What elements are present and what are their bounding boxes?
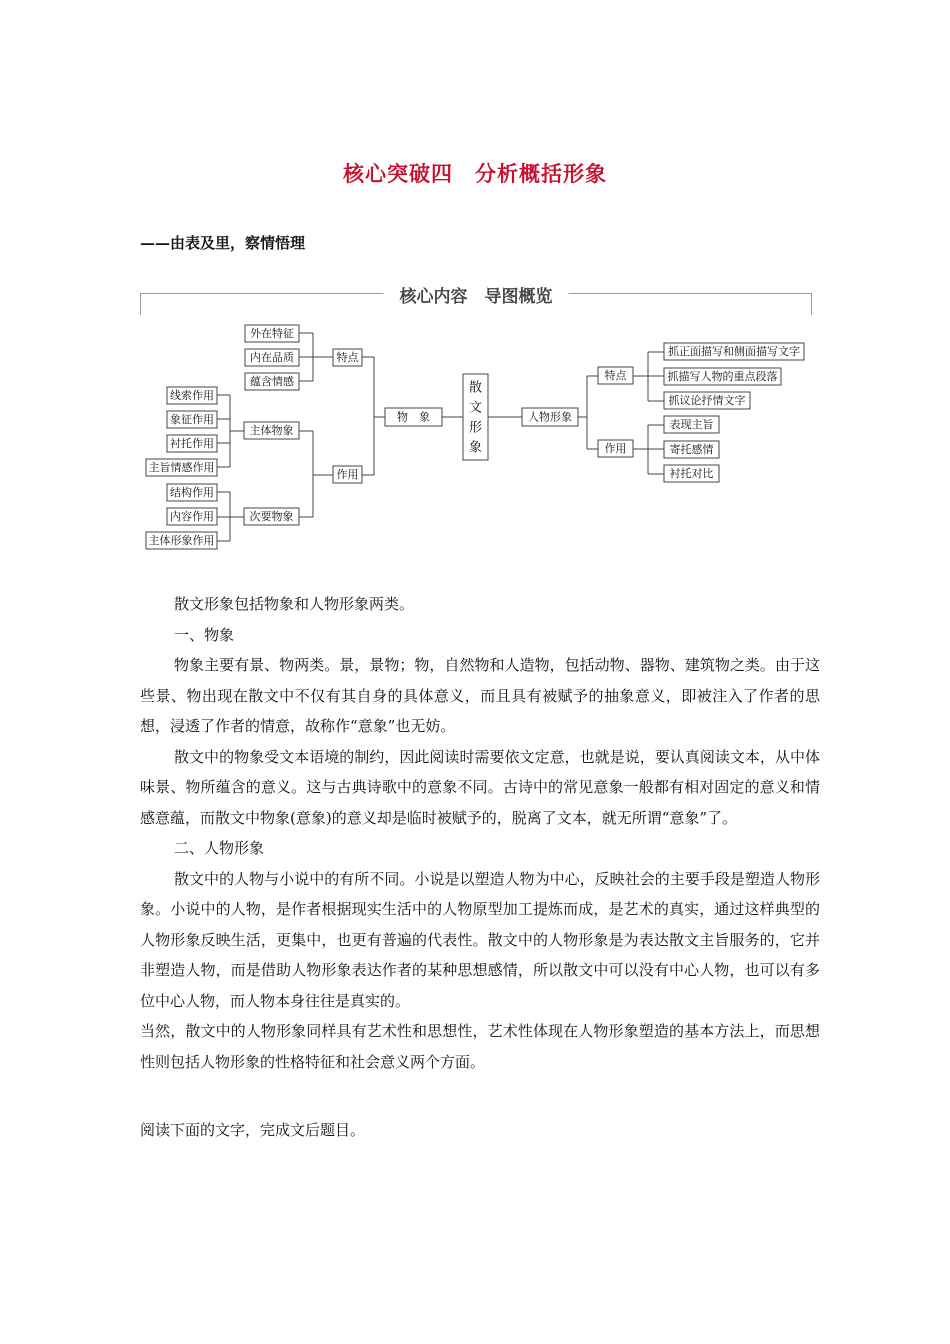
svg-text:人物形象: 人物形象: [528, 410, 572, 424]
heading-wuxiang: 一、物象: [174, 625, 235, 644]
root-char-1: 散: [468, 380, 483, 396]
node-zhengmian-cemian: [664, 343, 804, 360]
node-waizai-tezheng: [245, 325, 299, 342]
svg-text:抓议论抒情文字: 抓议论抒情文字: [668, 394, 746, 407]
node-wuxiang-tedian: [333, 349, 362, 366]
paragraph-reading-prompt: 阅读下面的文字，完成文后题目。: [140, 1121, 366, 1139]
svg-text:蕴含情感: 蕴含情感: [250, 375, 294, 388]
page-subtitle: ——由表及里，察情悟理: [140, 234, 306, 252]
node-renwu-zuoyong: [598, 440, 633, 457]
svg-text:寄托感情: 寄托感情: [669, 443, 714, 456]
body-text: [140, 589, 820, 1146]
node-ciyao-wuxiang: [244, 508, 299, 525]
banner-text: 核心内容 导图概览: [384, 282, 569, 307]
page-title: 核心突破四 分析概括形象: [343, 162, 607, 186]
svg-text:外在特征: 外在特征: [250, 327, 294, 340]
paragraph-renwu-2: 当然，散文中的人物形象同样具有艺术性和思想性，艺术性体现在人物形象塑造的基本方法上，而思想性则包括人物形象的性格特征和社会意义两个方面。: [140, 1022, 820, 1071]
svg-text:抓描写人物的重点段落: 抓描写人物的重点段落: [667, 370, 778, 383]
node-wuxiang-zuoyong: [333, 466, 362, 483]
svg-text:象征作用: 象征作用: [170, 413, 214, 426]
node-zhuzhi-qinggan-zuoyong: [146, 459, 217, 476]
root-char-3: 形: [468, 420, 483, 436]
root-char-2: 文: [468, 400, 483, 416]
svg-text:主旨情感作用: 主旨情感作用: [148, 461, 215, 474]
node-wuxiang: [385, 408, 442, 426]
node-zhuti-xingxiang-zuoyong: [146, 532, 217, 549]
svg-text:主体形象作用: 主体形象作用: [148, 534, 215, 547]
node-biaoxian-zhuzhi: [664, 416, 719, 433]
root-char-4: 象: [468, 440, 483, 456]
node-xiangzheng-zuoyong: [167, 411, 217, 428]
paragraph-wuxiang-2: 散文中的物象受文本语境的制约，因此阅读时需要依文定意，也就是说，要认真阅读文本，从中体味景、物所蕴含的意义。这与古典诗歌中的意象不同。古诗中的常见意象一般都有相对固定的意义和情感意蕴，而散文中物象(意象)的意义却是临时被赋予的，脱离了文本，就无所谓“意象”了。: [140, 747, 820, 827]
node-neizai-pinzhi: [245, 349, 299, 366]
svg-text:抓正面描写和侧面描写文字: 抓正面描写和侧面描写文字: [668, 345, 800, 358]
node-neirong-zuoyong: [167, 508, 217, 525]
node-zhongdian-duanluo: [664, 368, 781, 385]
heading-renwu-xingxiang: 二、人物形象: [174, 839, 265, 857]
svg-text:作用: 作用: [336, 468, 359, 481]
paragraph-renwu-1: 散文中的人物与小说中的有所不同。小说是以塑造人物为中心，反映社会的主要手段是塑造人物形象。小说中的人物，是作者根据现实生活中的人物原型加工提炼而成，是艺术的真实，通过这样典型的人物形象反映生活，更集中，也更有普遍的代表性。散文中的人物形象是为表达散文主旨服务的，它并非塑造人物，而是借助人物形象表达作者的某种思想感情，所以散文中可以没有中心人物，也可以有多位中心人物，而人物本身往往是真实的。: [140, 869, 820, 1010]
node-chentuo-zuoyong: [167, 435, 217, 452]
paragraph-intro: 散文形象包括物象和人物形象两类。: [174, 595, 415, 613]
svg-text:主体物象: 主体物象: [249, 424, 294, 437]
svg-text:线索作用: 线索作用: [170, 389, 214, 402]
node-jituo-ganqing: [664, 441, 719, 458]
svg-text:次要物象: 次要物象: [249, 510, 294, 523]
svg-text:内容作用: 内容作用: [170, 510, 214, 523]
svg-text:结构作用: 结构作用: [170, 486, 214, 499]
svg-text:物 象: 物 象: [397, 410, 430, 424]
node-zhuti-wuxiang: [244, 422, 299, 439]
svg-text:作用: 作用: [604, 442, 627, 455]
node-jiegou-zuoyong: [167, 484, 217, 501]
svg-text:特点: 特点: [604, 369, 627, 382]
svg-text:衬托作用: 衬托作用: [170, 437, 214, 450]
mind-map: [0, 0, 950, 560]
svg-text:特点: 特点: [336, 351, 359, 364]
node-xiansuo-zuoyong: [167, 387, 217, 404]
node-chentuo-duibi: [664, 465, 719, 482]
svg-text:表现主旨: 表现主旨: [669, 418, 714, 431]
paragraph-wuxiang-1: 物象主要有景、物两类。景，景物；物，自然物和人造物，包括动物、器物、建筑物之类。由于这些景、物出现在散文中不仅有其自身的具体意义，而且具有被赋予的抽象意义，即被注入了作者的思想，浸透了作者的情意，故称作“意象”也无妨。: [140, 656, 820, 735]
node-yunhan-qinggan: [245, 373, 299, 390]
svg-text:衬托对比: 衬托对比: [669, 467, 714, 480]
node-renwu-tedian: [598, 367, 633, 384]
node-yilun-shuqing: [664, 392, 750, 409]
node-renwu-xingxiang: [522, 408, 578, 426]
svg-text:内在品质: 内在品质: [250, 351, 294, 364]
